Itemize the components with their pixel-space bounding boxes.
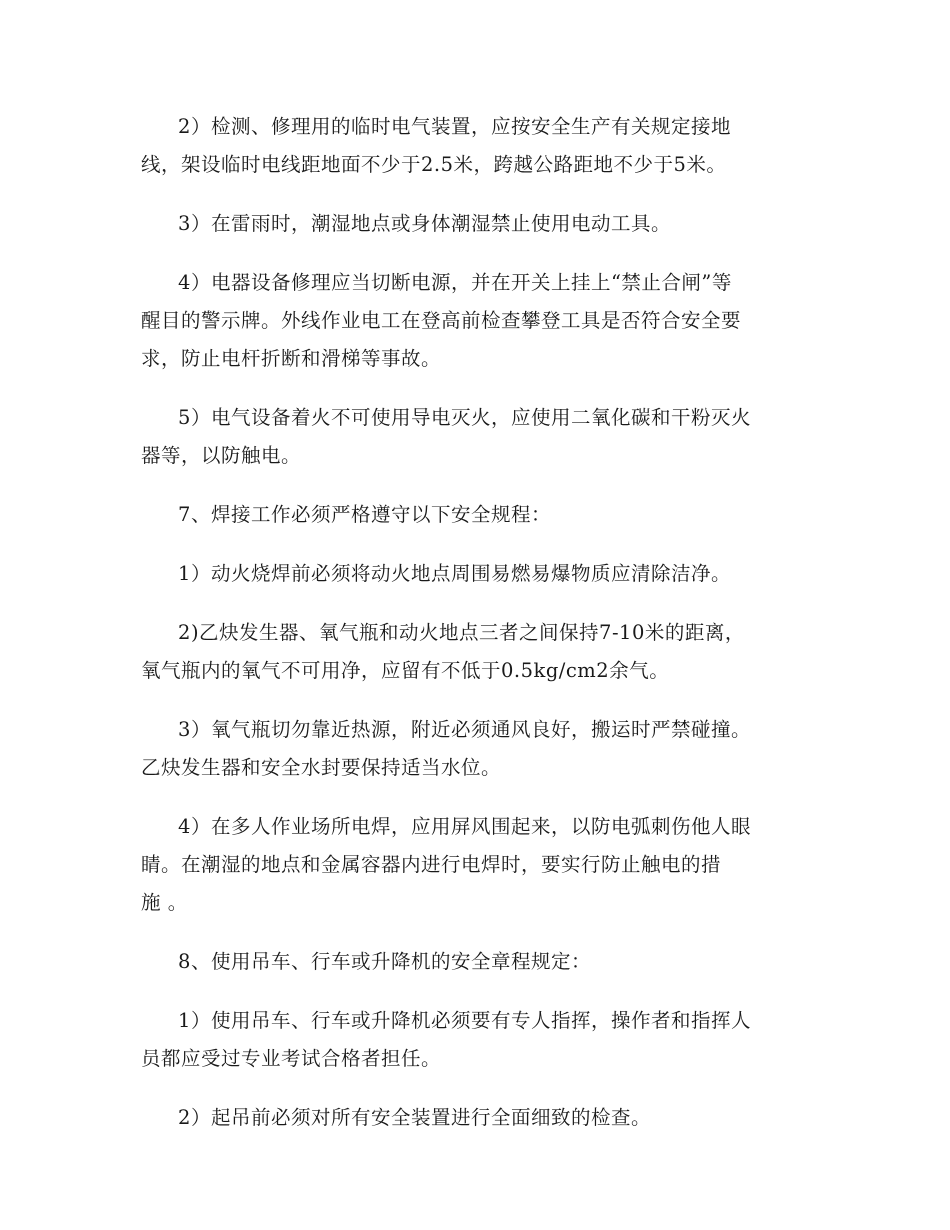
text-line: 8、使用吊车、行车或升降机的安全章程规定： (178, 950, 591, 973)
text-line: 睛。在潮湿的地点和金属容器内进行电焊时，要实行防止触电的措 (141, 853, 722, 876)
paragraph-cylinder-distance (141, 614, 821, 690)
text-line: 乙炔发生器和安全水封要保持适当水位。 (141, 756, 502, 779)
paragraph-thunderstorm-rule (141, 205, 821, 243)
paragraph-crane-operator (141, 1002, 821, 1078)
text-line: 1）动火烧焊前必须将动火地点周围易燃易爆物质应清除洁净。 (178, 562, 731, 585)
text-line: 4）电器设备修理应当切断电源，并在开关上挂上“禁止合闸”等 (178, 271, 732, 294)
text-line: 线，架设临时电线距地面不少于2.5米，跨越公路距地不少于5米。 (141, 153, 727, 176)
text-line: 施 。 (141, 891, 188, 914)
text-line: 1）使用吊车、行车或升降机必须要有专人指挥，操作者和指挥人 (178, 1009, 751, 1032)
text-line: 员都应受过专业考试合格者担任。 (141, 1047, 442, 1070)
text-line: 醒目的警示牌。外线作业电工在登高前检查攀登工具是否符合安全要 (141, 309, 742, 332)
text-line: 2）起吊前必须对所有安全装置进行全面细致的检查。 (178, 1106, 651, 1129)
paragraph-power-off-rule (141, 264, 821, 378)
text-line: 器等，以防触电。 (141, 444, 302, 467)
paragraph-screen-rule (141, 808, 821, 922)
paragraph-grounding-rule (141, 108, 821, 184)
paragraph-welding-clearance (141, 555, 821, 593)
text-line: 2）检测、修理用的临时电气装置，应按安全生产有关规定接地 (178, 115, 731, 138)
paragraph-crane-inspection (141, 1099, 821, 1137)
section-heading-crane (141, 943, 821, 981)
text-line: 5）电气设备着火不可使用导电灭火，应使用二氧化碳和干粉灭火 (178, 406, 751, 429)
text-line: 3）在雷雨时，潮湿地点或身体潮湿禁止使用电动工具。 (178, 212, 671, 235)
text-line: 求，防止电杆折断和滑梯等事故。 (141, 347, 442, 370)
text-line: 氧气瓶内的氧气不可用净，应留有不低于0.5kg/cm2余气。 (141, 659, 670, 682)
text-line: 4）在多人作业场所电焊，应用屏风围起来，以防电弧刺伤他人眼 (178, 815, 751, 838)
text-line: 3）氧气瓶切勿靠近热源，附近必须通风良好，搬运时严禁碰撞。 (178, 718, 751, 741)
text-line: 2)乙炔发生器、氧气瓶和动火地点三者之间保持7-10米的距离， (178, 621, 745, 644)
text-line: 7、焊接工作必须严格遵守以下安全规程： (178, 503, 551, 526)
section-heading-welding (141, 496, 821, 534)
document-page (141, 108, 821, 1158)
paragraph-fire-rule (141, 399, 821, 475)
paragraph-oxygen-cylinder (141, 711, 821, 787)
